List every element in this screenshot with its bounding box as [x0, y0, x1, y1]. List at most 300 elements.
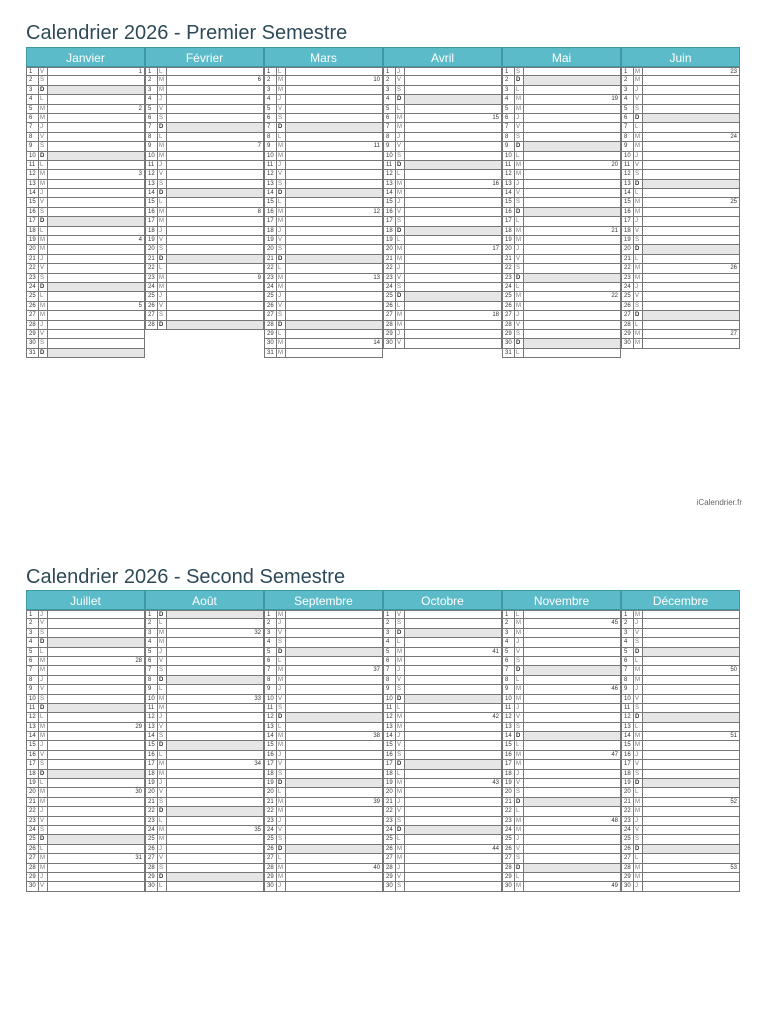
weekday-letter: M: [158, 835, 167, 843]
day-number: 11: [265, 161, 277, 169]
day-number: 21: [503, 798, 515, 806]
weekday-letter: M: [634, 339, 643, 347]
day-row: [145, 245, 264, 254]
day-number: 6: [622, 657, 634, 665]
weekday-letter: S: [396, 882, 405, 890]
day-row: [264, 666, 383, 675]
day-number: 11: [622, 161, 634, 169]
day-number: 9: [503, 685, 515, 693]
day-row: [145, 638, 264, 647]
weekday-letter: J: [515, 770, 524, 778]
weekday-letter: D: [39, 349, 48, 357]
weekday-letter: S: [39, 826, 48, 834]
weekday-letter: S: [515, 198, 524, 206]
day-number: 24: [622, 826, 634, 834]
day-number: 2: [384, 76, 396, 84]
day-row: [145, 302, 264, 311]
day-number: 12: [27, 170, 39, 178]
weekday-letter: D: [515, 274, 524, 282]
weekday-letter: L: [396, 770, 405, 778]
day-number: 28: [27, 321, 39, 329]
sunday-shade: [405, 760, 501, 768]
week-number: 38: [373, 733, 380, 740]
weekday-letter: D: [39, 152, 48, 160]
day-number: 14: [384, 732, 396, 740]
day-number: 14: [27, 189, 39, 197]
day-row: [26, 123, 145, 132]
day-row: [502, 648, 621, 657]
day-number: 1: [384, 611, 396, 618]
sunday-shade: [643, 845, 739, 853]
day-number: 12: [503, 713, 515, 721]
weekday-letter: D: [277, 845, 286, 853]
day-number: 26: [146, 302, 158, 310]
weekday-letter: M: [39, 732, 48, 740]
weekday-letter: L: [515, 86, 524, 94]
day-number: 29: [265, 873, 277, 881]
day-row: [145, 180, 264, 189]
day-number: 11: [146, 161, 158, 169]
day-row: [264, 105, 383, 114]
day-row: [621, 114, 740, 123]
day-row: [502, 255, 621, 264]
weekday-letter: S: [515, 854, 524, 862]
sunday-shade: [167, 611, 263, 618]
weekday-letter: V: [634, 760, 643, 768]
day-row: [502, 695, 621, 704]
weekday-letter: M: [634, 741, 643, 749]
weekday-letter: S: [634, 170, 643, 178]
day-number: 2: [265, 619, 277, 627]
day-number: 7: [265, 123, 277, 131]
week-number: 32: [254, 629, 261, 636]
weekday-letter: L: [634, 189, 643, 197]
weekday-letter: S: [158, 666, 167, 674]
day-row: [264, 302, 383, 311]
weekday-letter: M: [634, 274, 643, 282]
day-row: [621, 274, 740, 283]
day-number: 22: [384, 807, 396, 815]
weekday-letter: L: [39, 161, 48, 169]
day-number: 16: [265, 208, 277, 216]
day-row: [264, 189, 383, 198]
weekday-letter: L: [515, 807, 524, 815]
weekday-letter: M: [396, 123, 405, 131]
day-row: [621, 751, 740, 760]
day-number: 26: [384, 845, 396, 853]
weekday-letter: L: [39, 292, 48, 300]
day-number: 8: [503, 133, 515, 141]
day-number: 7: [622, 123, 634, 131]
day-number: 23: [384, 817, 396, 825]
day-number: 27: [146, 854, 158, 862]
day-number: 4: [384, 638, 396, 646]
day-number: 16: [384, 208, 396, 216]
day-row: [383, 105, 502, 114]
day-number: 6: [27, 114, 39, 122]
day-row: [264, 255, 383, 264]
day-number: 6: [503, 657, 515, 665]
day-number: 13: [503, 723, 515, 731]
weekday-letter: M: [39, 723, 48, 731]
sunday-shade: [48, 217, 144, 225]
day-number: 24: [27, 283, 39, 291]
day-row: [621, 133, 740, 142]
day-row: [264, 198, 383, 207]
day-row: [145, 105, 264, 114]
day-number: 21: [146, 255, 158, 263]
day-number: 19: [503, 779, 515, 787]
week-number: 40: [373, 864, 380, 871]
day-number: 25: [503, 835, 515, 843]
day-row: [26, 619, 145, 628]
day-number: 31: [265, 349, 277, 357]
day-number: 17: [622, 217, 634, 225]
weekday-letter: J: [634, 619, 643, 627]
day-number: 9: [265, 685, 277, 693]
weekday-letter: D: [277, 779, 286, 787]
day-number: 27: [622, 854, 634, 862]
weekday-letter: V: [515, 648, 524, 656]
weekday-letter: M: [634, 676, 643, 684]
day-row: [26, 723, 145, 732]
day-row: [264, 845, 383, 854]
day-row: [264, 638, 383, 647]
day-number: 2: [146, 619, 158, 627]
day-row: [383, 114, 502, 123]
weekday-letter: V: [158, 170, 167, 178]
day-number: 9: [384, 142, 396, 150]
day-row: [383, 217, 502, 226]
day-number: 10: [503, 152, 515, 160]
day-number: 21: [27, 255, 39, 263]
day-row: [264, 292, 383, 301]
day-number: 7: [146, 666, 158, 674]
day-number: 11: [622, 704, 634, 712]
day-row: [621, 217, 740, 226]
day-row: [264, 142, 383, 151]
day-number: 14: [384, 189, 396, 197]
weekday-letter: J: [277, 619, 286, 627]
day-number: 11: [146, 704, 158, 712]
day-row: [145, 610, 264, 619]
weekday-letter: M: [39, 854, 48, 862]
day-row: [621, 292, 740, 301]
weekday-letter: S: [515, 68, 524, 75]
day-number: 27: [27, 311, 39, 319]
day-row: [145, 798, 264, 807]
weekday-letter: V: [277, 170, 286, 178]
weekday-letter: V: [634, 95, 643, 103]
week-number: 48: [611, 817, 618, 824]
weekday-letter: V: [158, 788, 167, 796]
day-number: 18: [146, 770, 158, 778]
day-number: 25: [27, 292, 39, 300]
day-row: [26, 180, 145, 189]
day-row: [621, 723, 740, 732]
weekday-letter: V: [277, 760, 286, 768]
day-row: [383, 873, 502, 882]
day-number: 15: [27, 198, 39, 206]
weekday-letter: D: [396, 227, 405, 235]
day-number: 10: [27, 152, 39, 160]
day-number: 23: [27, 274, 39, 282]
day-number: 23: [503, 817, 515, 825]
weekday-letter: D: [39, 283, 48, 291]
week-number: 39: [373, 798, 380, 805]
weekday-letter: D: [634, 180, 643, 188]
day-number: 20: [265, 788, 277, 796]
weekday-letter: D: [396, 161, 405, 169]
day-row: [145, 76, 264, 85]
day-row: [26, 292, 145, 301]
day-number: 6: [503, 114, 515, 122]
day-row: [383, 274, 502, 283]
sunday-shade: [286, 189, 382, 197]
day-number: 12: [265, 713, 277, 721]
day-number: 2: [503, 619, 515, 627]
week-number: 44: [492, 845, 499, 852]
day-number: 15: [27, 741, 39, 749]
day-number: 19: [384, 236, 396, 244]
weekday-letter: L: [634, 723, 643, 731]
day-row: [621, 152, 740, 161]
day-number: 11: [384, 704, 396, 712]
day-row: [383, 723, 502, 732]
weekday-letter: M: [39, 302, 48, 310]
sunday-shade: [286, 648, 382, 656]
weekday-letter: M: [277, 217, 286, 225]
sunday-shade: [286, 255, 382, 263]
day-row: [502, 817, 621, 826]
day-row: [502, 713, 621, 722]
week-number: 46: [611, 686, 618, 693]
weekday-letter: M: [515, 629, 524, 637]
day-number: 25: [384, 835, 396, 843]
day-row: [383, 845, 502, 854]
weekday-letter: D: [396, 95, 405, 103]
day-row: [26, 807, 145, 816]
day-row: [621, 264, 740, 273]
day-number: 8: [622, 133, 634, 141]
weekday-letter: D: [634, 713, 643, 721]
day-row: [264, 283, 383, 292]
weekday-letter: M: [634, 264, 643, 272]
day-row: [502, 133, 621, 142]
weekday-letter: V: [515, 123, 524, 131]
day-row: [502, 227, 621, 236]
day-number: 21: [146, 798, 158, 806]
day-row: [383, 95, 502, 104]
day-row: [621, 864, 740, 873]
day-number: 25: [265, 292, 277, 300]
weekday-letter: L: [39, 227, 48, 235]
sunday-shade: [643, 180, 739, 188]
month-header: Octobre: [383, 590, 502, 610]
weekday-letter: L: [634, 255, 643, 263]
weekday-letter: V: [277, 695, 286, 703]
month-column: [621, 590, 740, 892]
weekday-letter: D: [515, 142, 524, 150]
day-row: [621, 638, 740, 647]
day-number: 28: [265, 864, 277, 872]
weekday-letter: M: [515, 292, 524, 300]
day-number: 20: [503, 245, 515, 253]
weekday-letter: J: [39, 807, 48, 815]
day-number: 16: [622, 208, 634, 216]
weekday-letter: V: [39, 68, 48, 75]
weekday-letter: L: [277, 788, 286, 796]
day-number: 15: [146, 741, 158, 749]
day-number: 7: [384, 123, 396, 131]
day-row: [145, 648, 264, 657]
weekday-letter: D: [39, 704, 48, 712]
day-number: 16: [622, 751, 634, 759]
day-row: [502, 105, 621, 114]
day-number: 30: [622, 882, 634, 890]
day-number: 17: [27, 217, 39, 225]
day-number: 28: [622, 864, 634, 872]
day-row: [502, 788, 621, 797]
day-number: 22: [146, 264, 158, 272]
day-number: 26: [265, 302, 277, 310]
day-row: [383, 142, 502, 151]
day-number: 26: [384, 302, 396, 310]
day-number: 5: [27, 105, 39, 113]
week-number: 16: [492, 180, 499, 187]
day-number: 29: [146, 873, 158, 881]
weekday-letter: S: [39, 274, 48, 282]
day-number: 19: [27, 779, 39, 787]
weekday-letter: L: [158, 685, 167, 693]
weekday-letter: M: [277, 339, 286, 347]
sunday-shade: [48, 349, 144, 357]
month-header: Février: [145, 47, 264, 67]
day-number: 25: [503, 292, 515, 300]
day-number: 5: [503, 648, 515, 656]
weekday-letter: J: [39, 123, 48, 131]
day-row: [145, 629, 264, 638]
day-row: [26, 95, 145, 104]
day-row: [502, 76, 621, 85]
sunday-shade: [405, 292, 501, 300]
weekday-letter: M: [39, 180, 48, 188]
day-number: 27: [622, 311, 634, 319]
sunday-shade: [286, 321, 382, 329]
weekday-letter: M: [277, 873, 286, 881]
weekday-letter: L: [515, 873, 524, 881]
weekday-letter: L: [277, 264, 286, 272]
day-row: [26, 208, 145, 217]
day-row: [383, 648, 502, 657]
day-number: 22: [146, 807, 158, 815]
day-row: [26, 330, 145, 339]
day-row: [264, 798, 383, 807]
day-row: [264, 713, 383, 722]
sunday-shade: [405, 695, 501, 703]
day-number: 15: [503, 198, 515, 206]
weekday-letter: D: [39, 638, 48, 646]
day-row: [621, 189, 740, 198]
day-row: [264, 95, 383, 104]
day-row: [621, 788, 740, 797]
day-number: 29: [622, 873, 634, 881]
day-row: [145, 788, 264, 797]
day-number: 4: [146, 95, 158, 103]
weekday-letter: L: [515, 676, 524, 684]
weekday-letter: L: [277, 723, 286, 731]
day-number: 15: [622, 198, 634, 206]
day-number: 1: [265, 611, 277, 618]
day-row: [26, 302, 145, 311]
weekday-letter: V: [277, 105, 286, 113]
day-number: 22: [622, 264, 634, 272]
week-number: 7: [257, 143, 261, 150]
day-row: [502, 264, 621, 273]
day-number: 24: [503, 826, 515, 834]
month-column: [26, 590, 145, 892]
day-row: [621, 629, 740, 638]
day-row: [502, 638, 621, 647]
day-number: 23: [27, 817, 39, 825]
weekday-letter: L: [277, 68, 286, 75]
day-number: 10: [622, 152, 634, 160]
day-row: [26, 657, 145, 666]
month-column: [145, 590, 264, 892]
weekday-letter: L: [515, 283, 524, 291]
weekday-letter: V: [158, 236, 167, 244]
day-row: [383, 760, 502, 769]
weekday-letter: D: [277, 321, 286, 329]
weekday-letter: L: [515, 611, 524, 618]
day-number: 4: [384, 95, 396, 103]
weekday-letter: D: [158, 676, 167, 684]
weekday-letter: M: [39, 236, 48, 244]
weekday-letter: V: [277, 826, 286, 834]
day-row: [145, 227, 264, 236]
day-row: [145, 217, 264, 226]
day-row: [26, 67, 145, 76]
sunday-shade: [48, 704, 144, 712]
weekday-letter: J: [634, 751, 643, 759]
weekday-letter: S: [39, 339, 48, 347]
day-row: [502, 198, 621, 207]
day-number: 16: [146, 208, 158, 216]
day-number: 18: [622, 770, 634, 778]
day-number: 22: [27, 807, 39, 815]
day-row: [145, 114, 264, 123]
day-row: [264, 732, 383, 741]
weekday-letter: J: [277, 751, 286, 759]
day-row: [264, 704, 383, 713]
day-number: 25: [146, 835, 158, 843]
week-number: 14: [373, 340, 380, 347]
month-header: Juillet: [26, 590, 145, 610]
day-number: 19: [146, 236, 158, 244]
day-row: [383, 817, 502, 826]
day-number: 3: [622, 86, 634, 94]
day-number: 27: [503, 311, 515, 319]
weekday-letter: M: [396, 657, 405, 665]
day-row: [26, 105, 145, 114]
day-number: 20: [146, 788, 158, 796]
weekday-letter: S: [634, 704, 643, 712]
weekday-letter: V: [396, 274, 405, 282]
month-header: Mars: [264, 47, 383, 67]
day-number: 12: [384, 170, 396, 178]
day-number: 14: [265, 189, 277, 197]
weekday-letter: S: [634, 835, 643, 843]
